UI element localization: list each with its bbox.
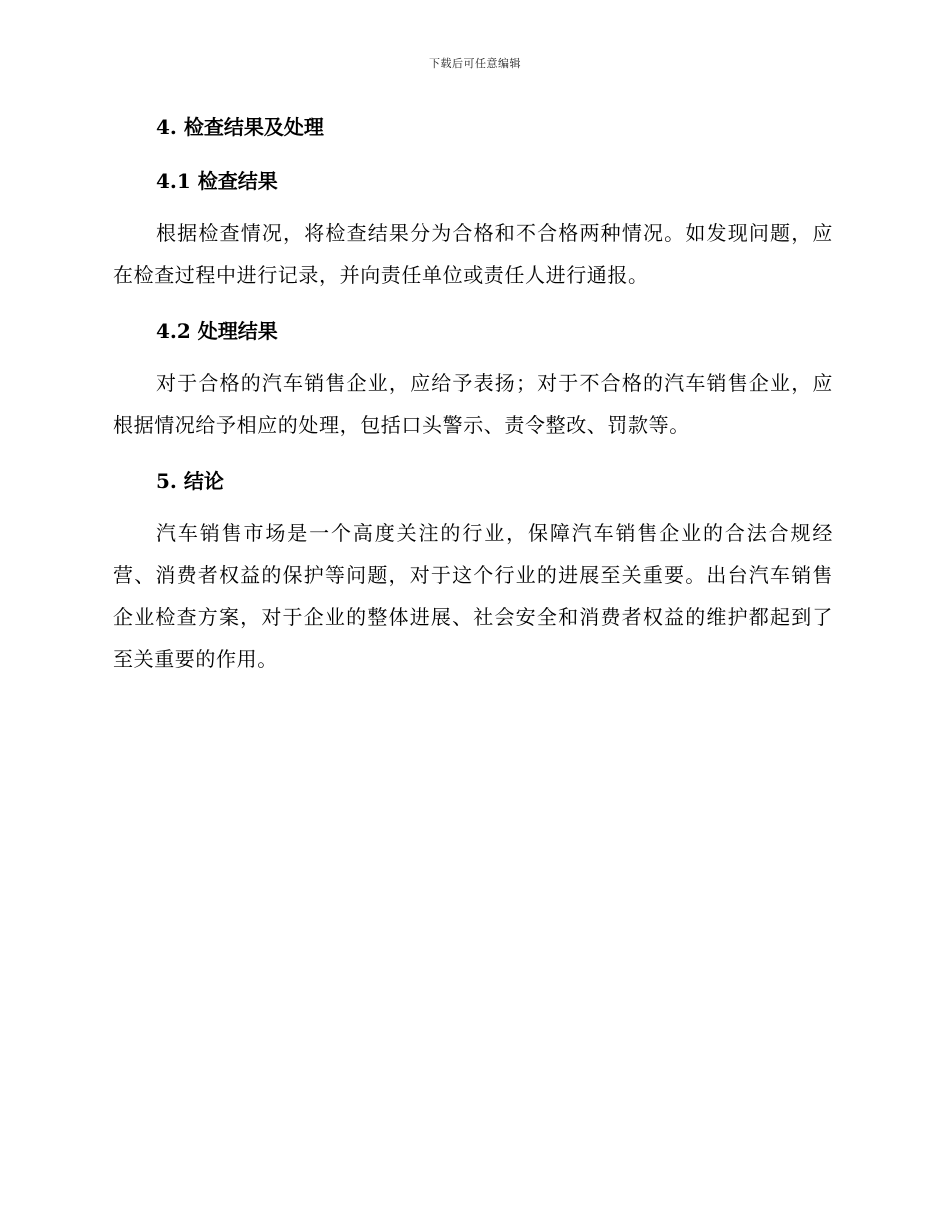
section-5-heading: 5. 结论 xyxy=(156,469,224,493)
section-4-2-heading: 4.2 处理结果 xyxy=(156,319,278,343)
document-body xyxy=(113,108,833,680)
header-note: 下载后可任意编辑 xyxy=(429,57,521,70)
section-5-paragraph: 汽车销售市场是一个高度关注的行业，保障汽车销售企业的合法合规经营、消费者权益的保护等问题，对于这个行业的进展至关重要。出台汽车销售企业检查方案，对于企业的整体进展、社会安全和消费者权益的维护都起到了至关重要的作用。 xyxy=(113,521,833,671)
section-4-2-paragraph: 对于合格的汽车销售企业，应给予表扬；对于不合格的汽车销售企业，应根据情况给予相应的处理，包括口头警示、责令整改、罚款等。 xyxy=(113,371,833,437)
section-4-1-heading: 4.1 检查结果 xyxy=(156,169,278,193)
section-4-1-paragraph: 根据检查情况，将检查结果分为合格和不合格两种情况。如发现问题，应在检查过程中进行记录，并向责任单位或责任人进行通报。 xyxy=(113,221,833,287)
section-4-heading: 4. 检查结果及处理 xyxy=(156,115,324,139)
